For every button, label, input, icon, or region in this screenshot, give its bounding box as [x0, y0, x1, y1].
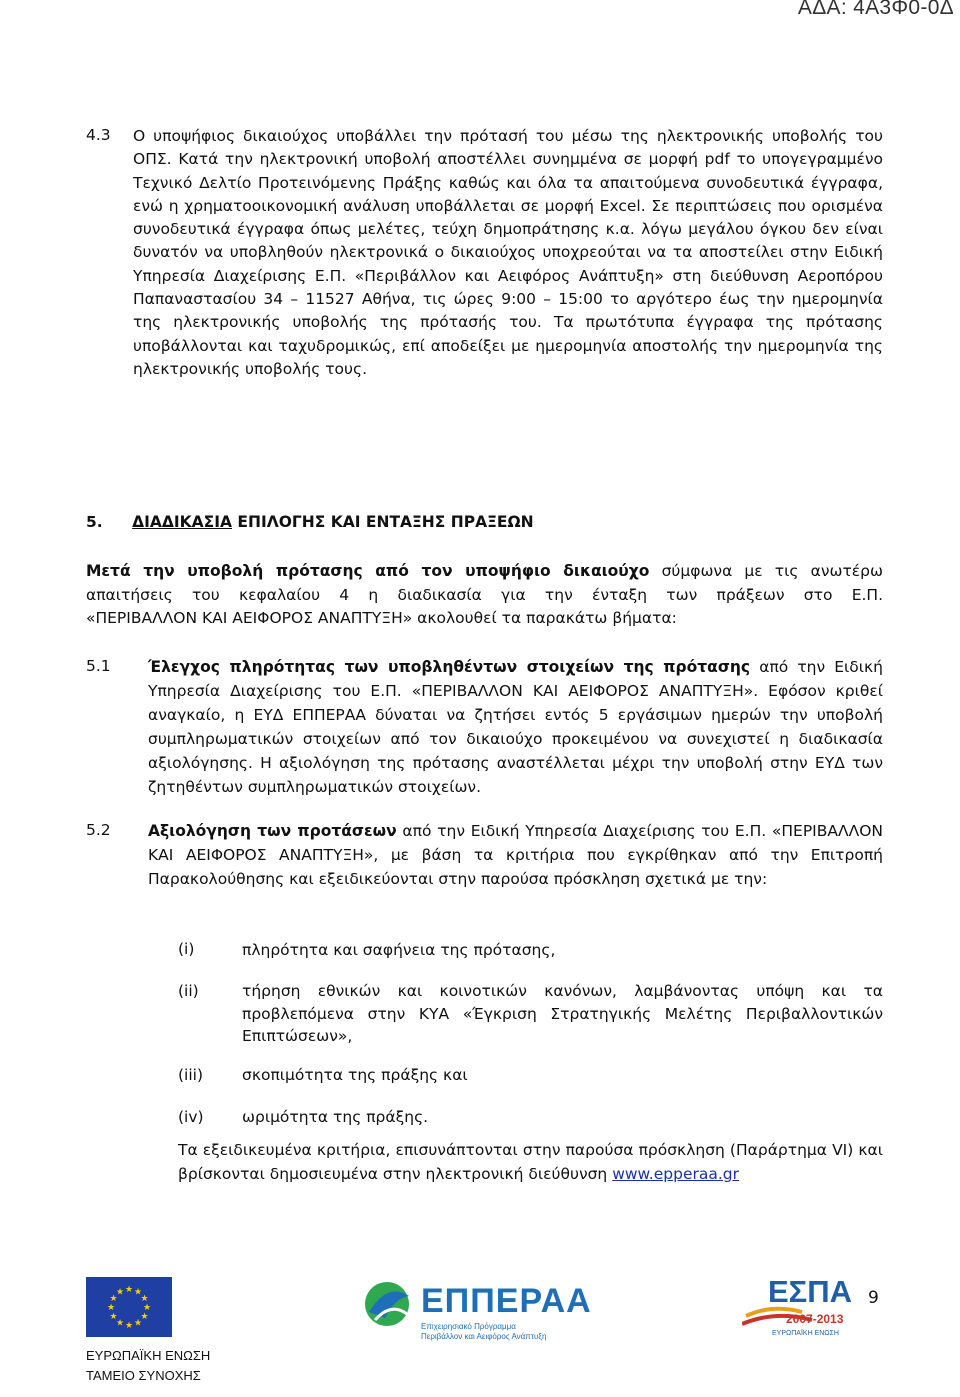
- epperaa-sub-2: Περιβάλλον και Αειφόρος Ανάπτυξη: [421, 1332, 547, 1341]
- intro-text: [86, 560, 883, 631]
- epperaa-sub-1: Επιχειρησιακό Πρόγραμμα: [421, 1322, 516, 1331]
- page-number: 9: [868, 1288, 879, 1308]
- svg-text:★: ★: [133, 1318, 143, 1329]
- epperaa-logo-text: ΕΠΠΕΡΑΑ: [421, 1282, 592, 1320]
- step-5-2-text: [148, 819, 883, 891]
- criterion-text: πληρότητα και σαφήνεια της πρότασης,: [242, 941, 556, 959]
- section-heading: [86, 513, 534, 531]
- eu-label: ΕΥΡΩΠΑΪΚΗ ΕΝΩΣΗ: [86, 1348, 211, 1363]
- ada-code: ΑΔΑ: 4Α3Φ0-0Δ: [797, 0, 954, 19]
- epperaa-link[interactable]: www.epperaa.gr: [612, 1165, 739, 1183]
- step-5-1-number: 5.1: [86, 657, 111, 675]
- fund-label: ΤΑΜΕΙΟ ΣΥΝΟΧΗΣ: [86, 1368, 201, 1383]
- closing-text: Τα εξειδικευμένα κριτήρια, επισυνάπτονται στην παρούσα πρόσκληση (Παράρτημα VI) και βρίσκονται δημοσιευμένα στην ηλεκτρονική διεύθυνση www.epperaa.gr: [178, 1141, 883, 1183]
- section-number: 4.3: [86, 126, 111, 144]
- svg-text:★: ★: [106, 1303, 116, 1313]
- svg-text:★: ★: [124, 1321, 134, 1331]
- espa-sub: ΕΥΡΩΠΑΪΚΗ ΕΝΩΣΗ: [772, 1330, 839, 1337]
- svg-text:★: ★: [133, 1287, 143, 1298]
- section-4-3-text: Ο υποψήφιος δικαιούχος υποβάλλει την πρότασή του μέσω της ηλεκτρονικής υποβολής του ΟΠΣ. Κατά την ηλεκτρονική υποβολή αποστέλλει συνημμένα σε μορφή pdf το υπογεγραμμένο Τεχνικό Δελτίο Προτεινόμενης Πράξης καθώς και όλα τα απαιτούμενα συνοδευτικά έγγραφα, ενώ η χρηματοοικονομική ανάλυση υποβάλλεται σε μορφή Excel. Σε περιπτώσεις που ορισμένα συνοδευτικά έγγραφα όπως μελέτες, τεύχη δημοπράτησης κ.α. λόγω μεγάλου όγκου δεν είναι δυνατόν να υποβληθούν ηλεκτρονικά ο δικαιούχος υποχρεούται να τα αποστείλει στην Ειδική Υπηρεσία Διαχείρισης Ε.Π. «Περιβάλλον και Αειφόρος Ανάπτυξη» στη διεύθυνση Αεροπόρου Παπαναστασίου 34 – 11527 Αθήνα, τις ώρες 9:00 – 15:00 το αργότερο έως την ημερομηνία της ηλεκτρονικής υποβολής της πρότασής του. Τα πρωτότυπα έγγραφα της πρότασης υποβάλλονται και ταχυδρομικώς, επί αποδείξει με ημερομηνία αποστολής την ημερομηνία της ηλεκτρονικής υποβολής τους.: [133, 127, 883, 378]
- epperaa-logo: [355, 1268, 592, 1354]
- step-5-1-rest: από την Ειδική Υπηρεσία Διαχείρισης του Ε.Π. «ΠΕΡΙΒΑΛΛΟΝ ΚΑΙ ΑΕΙΦΟΡΟΣ ΑΝΑΠΤΥΞΗ». Εφόσον κριθεί αναγκαίο, η ΕΥΔ ΕΠΠΕΡΑΑ δύναται να ζητήσει εντός 5 εργάσιμων ημερών την υποβολή συμπληρωματικών στοιχείων από τον δικαιούχο προκειμένου να συνεχιστεί η διαδικασία αξιολόγησης. Η αξιολόγηση της πρότασης αναστέλλεται μέχρι την υποβολή στην ΕΥΔ των ζητηθέντων συμπληρωματικών στοιχείων.: [148, 658, 883, 797]
- criterion-label: (i): [178, 940, 195, 958]
- criterion-label: (iii): [178, 1066, 204, 1084]
- intro-bold: Μετά την υποβολή πρότασης από τον υποψήφιο δικαιούχο: [86, 562, 650, 580]
- svg-text:★: ★: [115, 1318, 125, 1329]
- step-5-2-rest: από την Ειδική Υπηρεσία Διαχείρισης του Ε.Π. «ΠΕΡΙΒΑΛΛΟΝ ΚΑΙ ΑΕΙΦΟΡΟΣ ΑΝΑΠΤΥΞΗ», με βάση τα κριτήρια που εγκρίθηκαν από την Επιτροπή Παρακολούθησης και εξειδικεύονται στην παρούσα πρόσκληση σχετικά με την:: [148, 822, 883, 889]
- criterion-text: σκοπιμότητα της πράξης και: [242, 1066, 468, 1084]
- svg-text:★: ★: [109, 1312, 118, 1322]
- espa-logo: [742, 1274, 853, 1346]
- heading-number: 5.: [86, 513, 103, 531]
- criterion-label: (iv): [178, 1108, 204, 1126]
- svg-text:★: ★: [124, 1285, 134, 1295]
- step-5-1-bold: Έλεγχος πληρότητας των υποβληθέντων στοιχείων της πρότασης: [148, 658, 751, 676]
- svg-text:★: ★: [109, 1294, 118, 1304]
- step-5-2-number: 5.2: [86, 821, 111, 839]
- intro-line-3: «ΠΕΡΙΒΑΛΛΟΝ ΚΑΙ ΑΕΙΦΟΡΟΣ ΑΝΑΠΤΥΞΗ» ακολουθεί τα παρακάτω βήματα:: [86, 609, 677, 627]
- eu-flag: [86, 1277, 172, 1337]
- intro-line-2: απαιτήσεις του κεφαλαίου 4 η διαδικασία για την ένταξη των πράξεων στο Ε.Π.: [86, 585, 883, 604]
- svg-text:★: ★: [115, 1287, 125, 1298]
- criterion-text: τήρηση εθνικών και κοινοτικών κανόνων, λαμβάνοντας υπόψη και τα προβλεπόμενα στην ΚΥΑ «Έγκριση Στρατηγικής Μελέτης Περιβαλλοντικών Επιπτώσεων»,: [242, 982, 883, 1045]
- intro-rest: σύμφωνα με τις ανωτέρω: [649, 562, 883, 580]
- svg-text:★: ★: [140, 1294, 149, 1304]
- espa-years: 2007-2013: [786, 1312, 844, 1326]
- heading-rest: ΕΠΙΛΟΓΗΣ ΚΑΙ ΕΝΤΑΞΗΣ ΠΡΑΞΕΩΝ: [231, 513, 534, 531]
- criterion-label: (ii): [178, 982, 199, 1000]
- svg-text:★: ★: [142, 1303, 152, 1313]
- espa-logo-text: ΕΣΠΑ: [768, 1274, 853, 1309]
- eu-flag-icon: [86, 1277, 172, 1337]
- heading-underlined: ΔΙΑΔΙΚΑΣΙΑ: [132, 513, 232, 531]
- step-5-1-text: [148, 655, 883, 800]
- svg-text:★: ★: [140, 1312, 149, 1322]
- step-5-2-bold: Αξιολόγηση των προτάσεων: [148, 822, 397, 840]
- criterion-text: ωριμότητα της πράξης.: [242, 1108, 429, 1126]
